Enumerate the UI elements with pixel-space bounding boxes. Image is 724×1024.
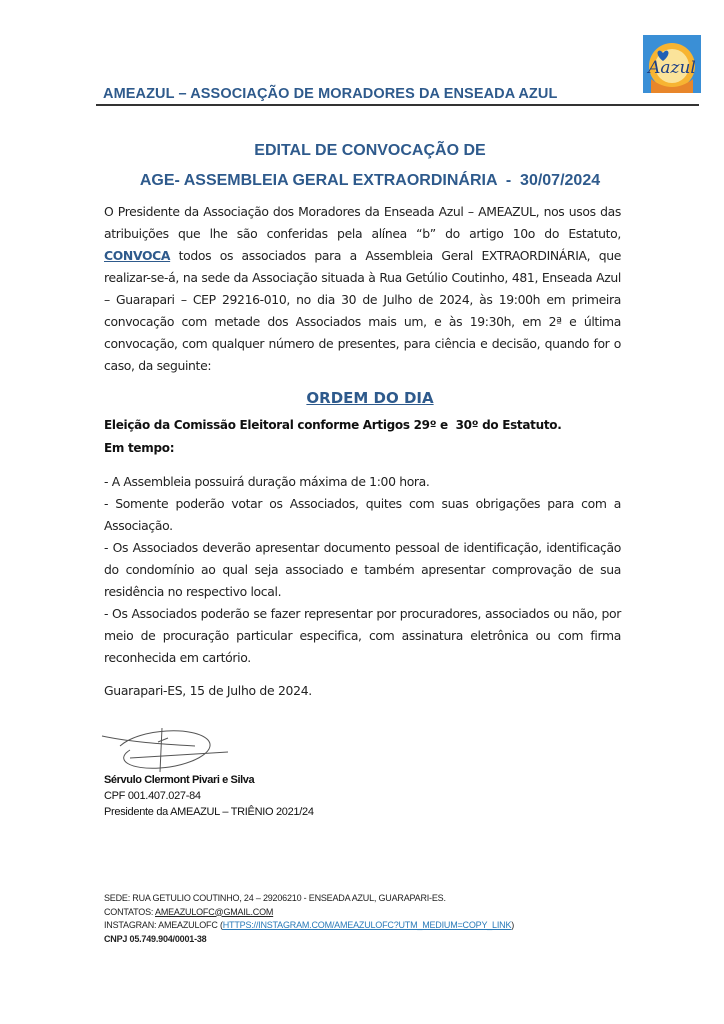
intro-text-part2: todos os associados para a Assembleia Geral EXTRAORDINÁRIA, que realizar-se-á, na sede da Associação situada à Rua Getúlio Coutinho, 481, Enseada Azul – Guarapari – CEP 29216-010, no dia 30 de Julho de 2024, às 19:00h em primeira convocação com metade dos Associados mais um, e às 19:30h, em 2ª e última convocação, com qualquer número de presentes, para ciência e decisão, quando for o caso, da seguinte: [104, 248, 621, 373]
note-item: - A Assembleia possuirá duração máxima de 1:00 hora. [104, 474, 430, 489]
signer-cpf: CPF 001.407.027-84 [104, 790, 201, 802]
instagram-close: ) [511, 920, 515, 930]
footer-address: SEDE: RUA GETULIO COUTINHO, 24 – 29206210 - ENSEADA AZUL, GUARAPARI-ES. [104, 893, 446, 903]
note-item: - Os Associados poderão se fazer representar por procuradores, associados ou não, por meio de procuração particular especifica, com assinatura eletrônica ou com firma reconhecida em cartório. [104, 606, 621, 665]
notes-list [104, 471, 621, 669]
note-item: - Os Associados deverão apresentar documento pessoal de identificação, identificação do condomínio ao qual seja associado e também apresentar comprovação de sua residência no respectivo local. [104, 540, 621, 599]
instagram-label: INSTAGRAN: AMEAZULOFC ( [104, 920, 223, 930]
note-item: - Somente poderão votar os Associados, quites com suas obrigações para com a Associação. [104, 496, 621, 533]
place-date: Guarapari-ES, 15 de Julho de 2024. [104, 683, 312, 698]
agenda-heading: ORDEM DO DIA [306, 389, 434, 407]
signer-role: Presidente da AMEAZUL – TRIÊNIO 2021/24 [104, 806, 314, 818]
footer-cnpj: CNPJ 05.749.904/0001-38 [104, 933, 207, 944]
intro-text-part1: O Presidente da Associação dos Moradores da Enseada Azul – AMEAZUL, nos usos das atribuições que lhe são conferidas pela alínea “b” do artigo 10o do Estatuto, [104, 204, 621, 241]
footer-contacts-line [104, 906, 514, 920]
footer-contacts [104, 892, 514, 946]
document-subtitle: AGE- ASSEMBLEIA GERAL EXTRAORDINÁRIA - 30/07/2024 [139, 172, 601, 189]
ameazul-logo [643, 35, 701, 93]
header-divider [96, 104, 699, 106]
email-link[interactable]: AMEAZULOFC@GMAIL.COM [155, 906, 274, 917]
em-tempo-label: Em tempo: [104, 441, 175, 455]
intro-paragraph [104, 201, 621, 377]
logo-text: Aazul [648, 58, 696, 78]
document-title: EDITAL DE CONVOCAÇÃO DE [254, 142, 486, 159]
footer-instagram-line [104, 919, 514, 933]
contacts-label: CONTATOS: [104, 906, 156, 917]
signer-name: Sérvulo Clermont Pivari e Silva [104, 774, 255, 786]
association-name: AMEAZUL – ASSOCIAÇÃO DE MORADORES DA ENSEADA AZUL [103, 86, 558, 102]
agenda-item: Eleição da Comissão Eleitoral conforme Artigos 29º e 30º do Estatuto. [104, 418, 562, 432]
handwritten-signature [100, 722, 235, 774]
convoca-keyword: CONVOCA [104, 248, 171, 263]
instagram-link[interactable]: HTTPS://INSTAGRAM.COM/AMEAZULOFC?UTM_MEDIUM=COPY_LINK [222, 920, 512, 930]
